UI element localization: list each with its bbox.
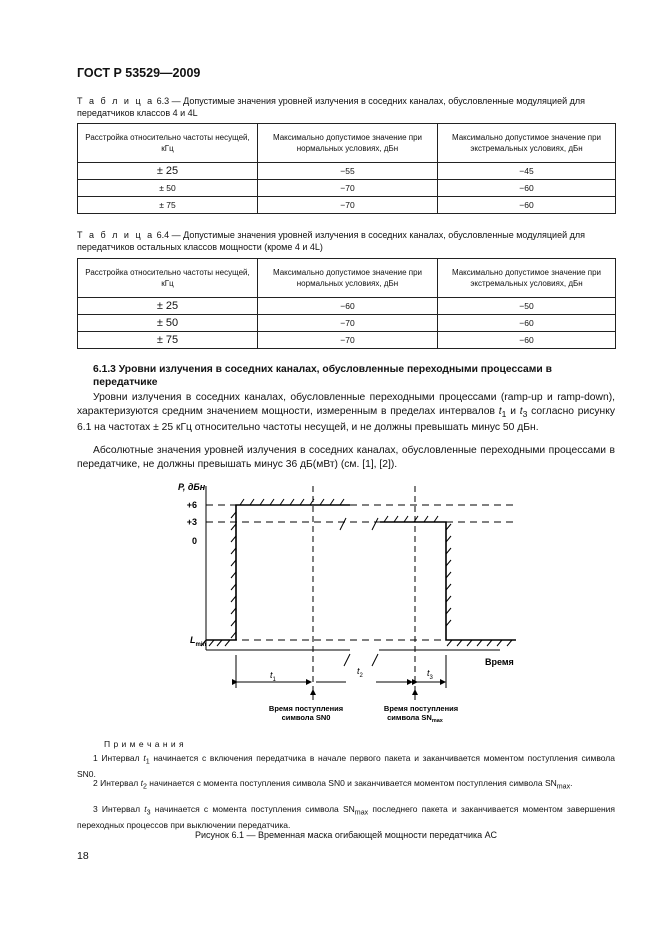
table-caption-prefix: Т а б л и ц а: [77, 96, 155, 106]
t3-label: [427, 668, 434, 681]
text-run: .: [570, 778, 573, 788]
text-run: начинается с момента поступления символа SN: [150, 804, 355, 814]
paragraph-2: Абсолютные значения уровней излучения в соседних каналах, обусловленные переходными процессами в передатчике, не должны превышать минус 36 дБ(мВт) (см. [1], [2]).: [77, 445, 615, 470]
notes-title: П р и м е ч а н и я: [104, 739, 185, 749]
table-cell: −60: [258, 298, 438, 315]
text-run: последнего пакета и заканчивается моментом завершения переходных процессов при выключении передатчика.: [77, 804, 615, 830]
document-header: ГОСТ Р 53529—2009: [77, 66, 201, 80]
break-mark: [344, 654, 378, 666]
note-3: [77, 803, 615, 831]
break-mark: [340, 518, 378, 530]
table-cell: −50: [438, 298, 616, 315]
table-cell: −60: [438, 315, 616, 332]
level-label-zero: 0: [191, 536, 197, 546]
text-run: 2 Интервал: [93, 778, 141, 788]
level-label-min: [190, 635, 207, 648]
table-cell: −60: [438, 197, 616, 214]
table-cell: −55: [258, 163, 438, 180]
t1-symbol: t: [270, 670, 273, 680]
column-header: Максимально допустимое значение при экстремальных условиях, дБн: [438, 124, 616, 163]
t2-symbol: t: [357, 666, 360, 676]
subscript: 2: [143, 782, 147, 791]
note-2: [77, 777, 615, 793]
table-cell: ± 75: [78, 197, 258, 214]
hatch: [447, 640, 512, 646]
hatch: [240, 499, 344, 505]
snmax-caption-text: символа SN: [387, 713, 432, 722]
text-run: Уровни излучения в соседних каналах, обусловленные переходными процессами (ramp-up и ramp-down), характеризуются средним значением мощности, измеренным в пределах интервалов: [77, 392, 615, 417]
table-cell: −70: [258, 315, 438, 332]
table-caption-prefix: Т а б л и ц а: [77, 230, 155, 240]
sn0-caption-line2: символа SN0: [281, 713, 331, 722]
column-header: Максимально допустимое значение при нормальных условиях, дБн: [258, 124, 438, 163]
table-cell: −70: [258, 180, 438, 197]
subscript: 1: [145, 757, 150, 766]
snmax-caption-line1: Время поступления: [383, 704, 459, 713]
column-header: Максимально допустимое значение при экстремальных условиях, дБн: [438, 259, 616, 298]
text-run: начинается с включения передатчика в начале первого пакета и заканчивается моментом поступления символа SN0.: [77, 753, 615, 779]
table-caption-text: 6.3 — Допустимые значения уровней излучения в соседних каналах, обусловленные модуляцией для передатчиков классов 4 и 4L: [77, 96, 585, 118]
level-label-plus3: +3: [186, 517, 197, 527]
symbol-t3: t: [519, 405, 523, 417]
level-label-plus6: +6: [186, 500, 197, 510]
table-cell: ± 50: [78, 180, 258, 197]
symbol-t1-sub: 1: [501, 408, 507, 419]
table-caption-text: 6.4 — Допустимые значения уровней излучения в соседних каналах, обусловленные модуляцией для передатчиков остальных классов мощности (кроме 4 и 4L): [77, 230, 585, 252]
y-axis-label-text: P, дБн: [178, 482, 206, 492]
text-run: и: [506, 405, 520, 417]
t2-label: [357, 666, 364, 679]
level-min-subscript: min: [195, 642, 207, 648]
table-cell: ± 50: [78, 315, 258, 332]
table-cell: −70: [258, 332, 438, 349]
table-cell: ± 25: [78, 163, 258, 180]
snmax-caption-subscript: max: [431, 718, 443, 724]
note-1: [77, 752, 615, 780]
column-header: Расстройка относительно частоты несущей, кГц: [78, 259, 258, 298]
subscript: max: [354, 808, 369, 817]
table-cell: −45: [438, 163, 616, 180]
symbol-t3-sub: 3: [522, 408, 528, 419]
column-header: Максимально допустимое значение при нормальных условиях, дБн: [258, 259, 438, 298]
t1-subscript: 1: [272, 677, 276, 683]
column-header: Расстройка относительно частоты несущей, кГц: [78, 124, 258, 163]
symbol: t: [144, 804, 147, 814]
subscript: max: [556, 782, 571, 791]
text-run: согласно рисунку 6.1 на частотах ± 25 кГц относительно частоты несущей, и не должны превышать минус 50 дБн.: [77, 405, 615, 434]
page-number: 18: [77, 850, 89, 862]
x-axis-label: Время: [485, 657, 514, 667]
symbol: t: [143, 753, 146, 763]
table-cell: ± 75: [78, 332, 258, 349]
symbol: t: [140, 778, 143, 788]
table-cell: −60: [438, 332, 616, 349]
symbol-t1: t: [498, 405, 502, 417]
t2-subscript: 2: [359, 673, 363, 679]
mask-outline-left: [206, 505, 350, 640]
sn0-caption-line1: Время поступления: [268, 704, 344, 713]
text-run: 3 Интервал: [93, 804, 145, 814]
t1-label: [270, 670, 277, 683]
section-heading: 6.1.3 Уровни излучения в соседних каналах, обусловленные переходными процессами в передатчике: [93, 364, 552, 388]
table-cell: −70: [258, 197, 438, 214]
level-min-symbol: L: [190, 635, 196, 645]
text-run: начинается с момента поступления символа SN0 и заканчивается моментом поступления символа SN: [146, 778, 557, 788]
t3-subscript: 3: [429, 675, 433, 681]
subscript: 3: [146, 808, 151, 817]
t3-symbol: t: [427, 668, 430, 678]
y-axis-label: [178, 482, 206, 492]
snmax-caption-line2: [387, 713, 444, 724]
text-run: 1 Интервал: [93, 753, 144, 763]
table-cell: ± 25: [78, 298, 258, 315]
hatch: [384, 516, 438, 522]
table-cell: −60: [438, 180, 616, 197]
figure-caption: Рисунок 6.1 — Временная маска огибающей мощности передатчика АС: [195, 830, 497, 840]
